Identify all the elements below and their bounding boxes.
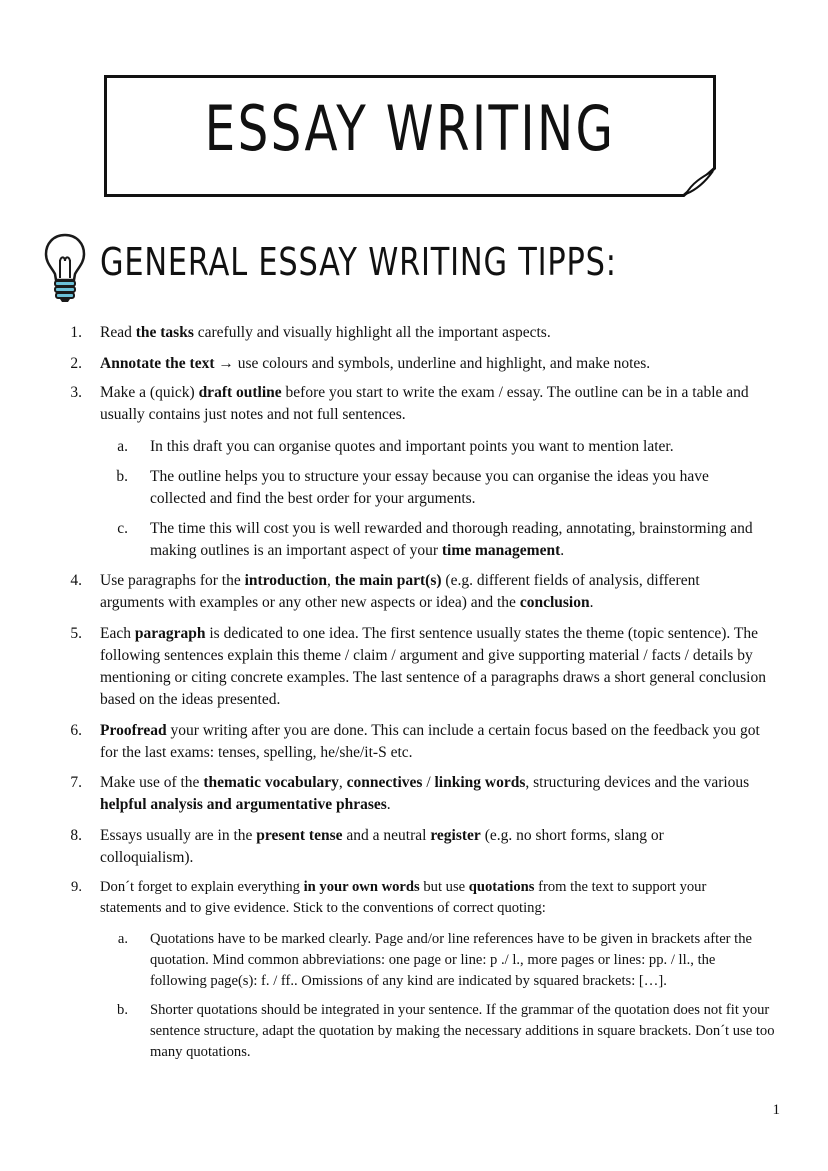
body-text: is dedicated to one idea. The first sentence usually states the theme (topic sentence). The following sentences explain this theme / claim / argument and give supporting material / facts / details by mentioning or citing concrete examples. The last sentence of a paragraphs draws a short general conclusion based on the ideas presented. xyxy=(100,625,766,708)
body-text: . xyxy=(386,796,391,813)
list-item-marker: 2. xyxy=(70,355,82,372)
body-text: Each xyxy=(100,625,135,642)
list-item-text xyxy=(150,436,780,458)
body-text: The time this will cost you is well rewarded and thorough reading, annotating, brainstorming and making outlines is an important aspect of your xyxy=(150,520,753,559)
list-item-marker: 6. xyxy=(70,722,82,739)
list-item-text xyxy=(150,466,760,510)
body-text: / xyxy=(422,774,435,791)
emphasis-text: the tasks xyxy=(135,324,194,341)
list-item-text xyxy=(100,623,780,711)
list-item-text xyxy=(100,720,770,764)
list-item-text xyxy=(100,322,790,344)
body-text: , xyxy=(338,774,347,791)
body-text: In this draft you can organise quotes and important points you want to mention later. xyxy=(150,438,674,455)
body-text: Make use of the xyxy=(100,774,204,791)
lightbulb-icon xyxy=(44,232,86,304)
emphasis-text: introduction xyxy=(244,572,328,589)
page-number: 1 xyxy=(772,1102,780,1118)
emphasis-text: helpful analysis and argumentative phrases xyxy=(100,796,387,813)
list-item-text xyxy=(150,518,780,562)
body-text: . xyxy=(589,594,594,611)
list-item-marker: 3. xyxy=(70,384,82,401)
body-text: The outline helps you to structure your essay because you can organise the ideas you have collected and find the best order for your arguments. xyxy=(150,468,709,507)
page-title: ESSAY WRITING xyxy=(204,92,616,165)
body-text: Use paragraphs for the xyxy=(100,572,245,589)
list-item-text xyxy=(100,353,790,375)
emphasis-text: in your own words xyxy=(303,879,420,895)
emphasis-text: register xyxy=(430,827,481,844)
list-item-text xyxy=(100,877,750,919)
body-text: . xyxy=(560,542,565,559)
emphasis-text: the main part(s) xyxy=(334,572,442,589)
emphasis-text: quotations xyxy=(468,879,535,895)
body-text: Make a (quick) xyxy=(100,384,199,401)
body-text: from the text to support your statements and to give evidence. Stick to the conventions of correct quoting: xyxy=(100,879,707,916)
emphasis-text: time management xyxy=(441,542,561,559)
list-item-text xyxy=(100,772,760,816)
body-text: Quotations have to be marked clearly. Page and/or line references have to be given in brackets after the quotation. Mind common abbreviations: one page or line: p ./ l., more pages or lines: pp. / ll., the following page(s): f. / ff.. Omissions of any kind are indicated by squared brackets: […]. xyxy=(150,931,753,989)
emphasis-text: conclusion xyxy=(519,594,590,611)
title-banner xyxy=(104,75,716,197)
body-text: , structuring devices and the various xyxy=(525,774,750,791)
emphasis-text: Proofread xyxy=(100,722,167,739)
list-item-text xyxy=(100,382,776,426)
emphasis-text: linking words xyxy=(434,774,526,791)
emphasis-text: connectives xyxy=(346,774,423,791)
emphasis-text: draft outline xyxy=(198,384,282,401)
body-text: Essays usually are in the xyxy=(100,827,257,844)
list-item-text xyxy=(100,825,740,869)
body-text: , xyxy=(327,572,335,589)
body-text: but use xyxy=(419,879,469,895)
list-item-text xyxy=(150,929,775,992)
body-text: Don´t forget to explain everything xyxy=(100,879,304,895)
body-text: Read xyxy=(100,324,136,341)
emphasis-text: present tense xyxy=(256,827,343,844)
body-text: and a neutral xyxy=(342,827,431,844)
body-text: → use colours and symbols, underline and highlight, and make notes. xyxy=(214,355,651,372)
list-item-marker: 8. xyxy=(70,827,82,844)
emphasis-text: paragraph xyxy=(134,625,206,642)
emphasis-text: thematic vocabulary xyxy=(203,774,339,791)
body-text: Shorter quotations should be integrated in your sentence. If the grammar of the quotation does not fit your sentence structure, adapt the quotation by making the necessary additions in square brackets. Don´t use too many quotations. xyxy=(150,1002,775,1060)
list-item-marker: 1. xyxy=(70,324,82,341)
list-item-marker: b. xyxy=(117,1002,128,1018)
page-curl-icon xyxy=(682,167,716,197)
list-item-text xyxy=(150,1000,775,1063)
list-item-marker: 7. xyxy=(70,774,82,791)
body-text: your writing after you are done. This can include a certain focus based on the feedback you got for the last exams: tenses, spelling, he/she/it-S etc. xyxy=(100,722,760,761)
list-item-marker: a. xyxy=(117,931,128,947)
emphasis-text: Annotate the text xyxy=(100,355,215,372)
list-item-marker: 4. xyxy=(70,572,82,589)
body-text: (e.g. no short forms, slang or colloquialism). xyxy=(100,827,664,866)
list-item-marker: 9. xyxy=(71,879,82,895)
list-item-marker: a. xyxy=(117,438,128,455)
list-item-marker: b. xyxy=(116,468,128,485)
list-item-marker: 5. xyxy=(70,625,82,642)
body-text: (e.g. different fields of analysis, different arguments with examples or any other new aspects or idea) and the xyxy=(100,572,700,611)
list-item-text xyxy=(100,570,760,614)
section-heading: GENERAL ESSAY WRITING TIPPS: xyxy=(100,240,617,284)
list-item-marker: c. xyxy=(117,520,128,537)
body-text: carefully and visually highlight all the important aspects. xyxy=(193,324,551,341)
body-text: before you start to write the exam / essay. The outline can be in a table and usually contains just notes and not full sentences. xyxy=(100,384,749,423)
